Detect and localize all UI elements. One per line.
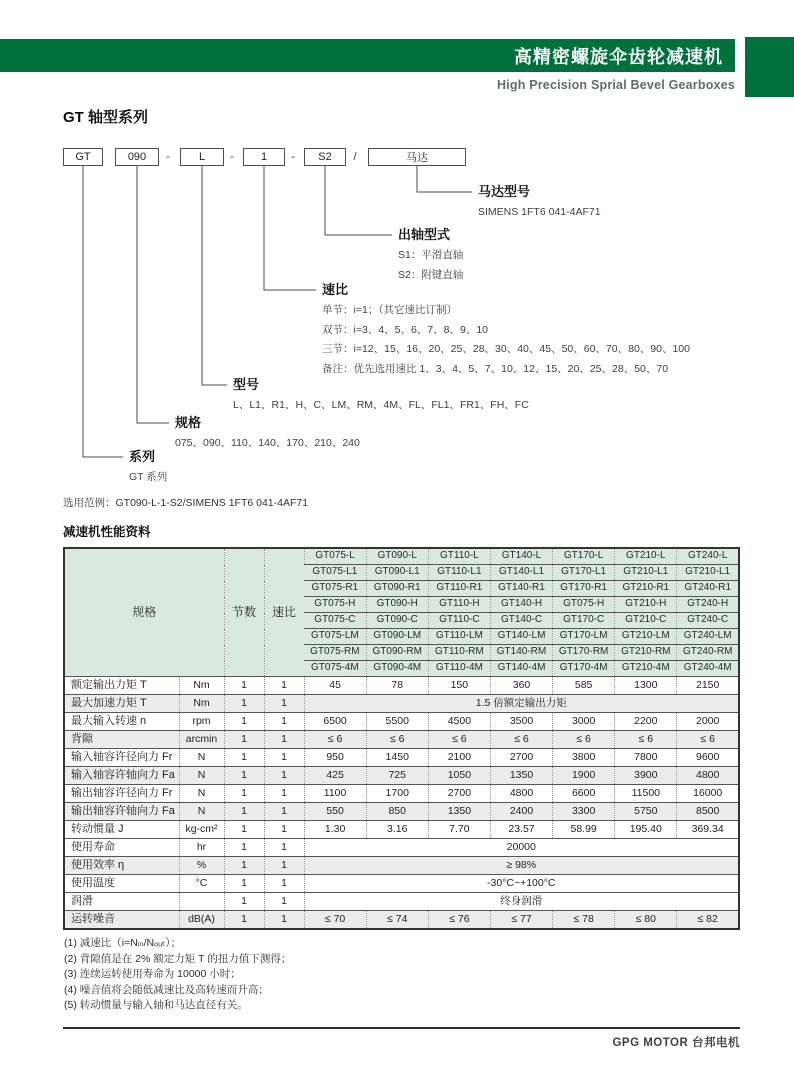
value-cell: 550	[304, 803, 366, 821]
model-header-cell: GT210-L1	[677, 565, 739, 581]
span-value-cell: 终身润滑	[304, 893, 739, 911]
note-line: (2) 背隙值是在 2% 额定力矩 T 的扭力值下测得；	[64, 952, 292, 965]
sections-cell: 1	[224, 677, 264, 695]
unit-cell: °C	[179, 875, 224, 893]
model-header-cell: GT090-4M	[366, 661, 428, 677]
value-cell: ≤ 6	[366, 731, 428, 749]
ratio-cell: 1	[264, 839, 304, 857]
value-cell: 7800	[615, 749, 677, 767]
value-cell: 425	[304, 767, 366, 785]
model-header-cell: GT240-C	[677, 613, 739, 629]
model-header-cell: GT110-R1	[428, 581, 490, 597]
branch-detail-series	[129, 468, 167, 488]
value-cell: 2100	[428, 749, 490, 767]
model-header-cell: GT090-RM	[366, 645, 428, 661]
unit-cell: rpm	[179, 713, 224, 731]
param-label: 使用效率 η	[64, 857, 179, 875]
branch-label-size: 规格	[175, 415, 202, 430]
footer-divider	[63, 1027, 740, 1029]
model-header-cell: GT210-L1	[615, 565, 677, 581]
table-row	[64, 677, 739, 695]
value-cell: 1350	[490, 767, 552, 785]
param-label: 背隙	[64, 731, 179, 749]
param-label: 输出轴容许径向力 Fr	[64, 785, 179, 803]
model-header-cell: GT075-4M	[304, 661, 366, 677]
model-header-cell: GT110-L	[428, 548, 490, 565]
model-header-cell: GT210-H	[615, 597, 677, 613]
model-header-cell: GT140-H	[490, 597, 552, 613]
note-line: (5) 转动惯量与输入轴和马达直径有关。	[64, 999, 248, 1011]
unit-cell: hr	[179, 839, 224, 857]
ratio-cell: 1	[264, 821, 304, 839]
branch-detail-line: S1：平滑直轴	[398, 249, 464, 261]
param-label: 最大输入转速 n	[64, 713, 179, 731]
page-title-cn: 高精密螺旋伞齿轮减速机	[514, 46, 723, 67]
value-cell: 3900	[615, 767, 677, 785]
model-header-cell: GT075-RM	[304, 645, 366, 661]
model-header-cell: GT210-C	[615, 613, 677, 629]
value-cell: 2150	[677, 677, 739, 695]
selection-example: 选用范例：GT090-L-1-S2/SIMENS 1FT6 041-4AF71	[63, 497, 309, 509]
unit-cell: dB(A)	[179, 911, 224, 930]
value-cell: 1450	[366, 749, 428, 767]
branch-label-motor-model: 马达型号	[478, 184, 531, 199]
value-cell: ≤ 6	[677, 731, 739, 749]
code-separator: -	[230, 151, 234, 163]
value-cell: 950	[304, 749, 366, 767]
value-cell: 78	[366, 677, 428, 695]
ratio-cell: 1	[264, 767, 304, 785]
model-header-cell: GT170-L	[553, 548, 615, 565]
model-header-cell: GT210-R1	[615, 581, 677, 597]
branch-detail-line: L、L1、R1、H、C、LM、RM、4M、FL、FL1、FR1、FH、FC	[233, 399, 529, 411]
value-cell: 16000	[677, 785, 739, 803]
model-header-cell: GT170-C	[553, 613, 615, 629]
ratio-cell: 1	[264, 803, 304, 821]
code-separator: /	[353, 151, 357, 163]
branch-detail-speed-ratio	[322, 301, 690, 379]
sections-cell: 1	[224, 875, 264, 893]
performance-table-wrap	[63, 547, 740, 930]
model-header-cell: GT110-C	[428, 613, 490, 629]
value-cell: ≤ 76	[428, 911, 490, 930]
model-header-cell: GT090-R1	[366, 581, 428, 597]
sections-cell: 1	[224, 695, 264, 713]
param-label: 额定输出力矩 T	[64, 677, 179, 695]
ratio-cell: 1	[264, 695, 304, 713]
param-label: 最大加速力矩 T	[64, 695, 179, 713]
model-header-cell: GT075-H	[304, 597, 366, 613]
value-cell: 11500	[615, 785, 677, 803]
table-row	[64, 911, 739, 930]
value-cell: 1100	[304, 785, 366, 803]
branch-detail-model	[233, 396, 529, 416]
param-label: 输入轴容许径向力 Fr	[64, 749, 179, 767]
branch-detail-line: 双节：i=3、4、5、6、7、8、9、10	[322, 323, 489, 336]
value-cell: ≤ 6	[553, 731, 615, 749]
model-header-cell: GT210-L	[615, 548, 677, 565]
ratio-cell: 1	[264, 677, 304, 695]
unit-cell: kg-cm²	[179, 821, 224, 839]
ratio-cell: 1	[264, 911, 304, 930]
value-cell: 6500	[304, 713, 366, 731]
unit-cell: Nm	[179, 695, 224, 713]
model-header-cell: GT110-H	[428, 597, 490, 613]
branch-detail-line: 备注：优先选用速比 1、3、4、5、7、10、12、15、20、25、28、50、70	[322, 362, 669, 375]
model-header-cell: GT075-R1	[304, 581, 366, 597]
branch-detail-line: 075、090、110、140、170、210、240	[175, 437, 360, 449]
code-box-motor: 马达	[368, 148, 466, 166]
value-cell: 3500	[490, 713, 552, 731]
model-header-cell: GT110-L1	[428, 565, 490, 581]
value-cell: 585	[553, 677, 615, 695]
model-header-cell: GT240-H	[677, 597, 739, 613]
value-cell: 8500	[677, 803, 739, 821]
table-row	[64, 749, 739, 767]
model-header-cell: GT240-LM	[677, 629, 739, 645]
header-bar	[0, 39, 735, 72]
model-header-cell: GT210-RM	[615, 645, 677, 661]
unit-cell: N	[179, 767, 224, 785]
corner-ratio: 速比	[264, 548, 304, 677]
section-heading-series: GT 轴型系列	[63, 109, 148, 126]
footer-brand: GPG MOTOR 台邦电机	[612, 1037, 740, 1049]
branch-detail-size	[175, 434, 360, 454]
value-cell: 5500	[366, 713, 428, 731]
param-label: 使用温度	[64, 875, 179, 893]
sections-cell: 1	[224, 857, 264, 875]
value-cell: 2700	[490, 749, 552, 767]
table-row	[64, 803, 739, 821]
model-header-cell: GT075-C	[304, 613, 366, 629]
model-header-cell: GT170-R1	[553, 581, 615, 597]
value-cell: 1700	[366, 785, 428, 803]
value-cell: 3000	[553, 713, 615, 731]
table-row	[64, 821, 739, 839]
model-header-cell: GT110-LM	[428, 629, 490, 645]
branch-label-speed-ratio: 速比	[322, 282, 349, 297]
table-row	[64, 767, 739, 785]
span-value-cell: 1.5 倍额定输出力矩	[304, 695, 739, 713]
table-row	[64, 695, 739, 713]
value-cell: 2200	[615, 713, 677, 731]
value-cell: 45	[304, 677, 366, 695]
model-header-cell: GT140-C	[490, 613, 552, 629]
value-cell: 58.99	[553, 821, 615, 839]
performance-table	[63, 547, 740, 930]
ratio-cell: 1	[264, 875, 304, 893]
value-cell: 9600	[677, 749, 739, 767]
model-header-cell: GT090-C	[366, 613, 428, 629]
table-row	[64, 731, 739, 749]
header-accent-square	[745, 37, 794, 97]
value-cell: 150	[428, 677, 490, 695]
branch-detail-line: 单节：i=1；（其它速比订制）	[322, 304, 458, 316]
branch-detail-line: 三节：i=12、15、16、20、25、28、30、40、45、50、60、70、80、90、100	[322, 343, 690, 355]
value-cell: 2000	[677, 713, 739, 731]
value-cell: ≤ 80	[615, 911, 677, 930]
value-cell: ≤ 70	[304, 911, 366, 930]
param-label: 使用寿命	[64, 839, 179, 857]
sections-cell: 1	[224, 713, 264, 731]
value-cell: ≤ 6	[428, 731, 490, 749]
unit-cell: N	[179, 749, 224, 767]
value-cell: 1300	[615, 677, 677, 695]
sections-cell: 1	[224, 839, 264, 857]
value-cell: ≤ 82	[677, 911, 739, 930]
value-cell: 725	[366, 767, 428, 785]
sections-cell: 1	[224, 821, 264, 839]
unit-cell	[179, 893, 224, 911]
note-line: (4) 噪音值将会随低减速比及高转速而升高；	[64, 983, 269, 996]
value-cell: 1050	[428, 767, 490, 785]
value-cell: 5750	[615, 803, 677, 821]
value-cell: ≤ 74	[366, 911, 428, 930]
note-line: (3) 连续运转使用寿命为 10000 小时；	[64, 968, 241, 980]
table-row	[64, 857, 739, 875]
value-cell: 23.57	[490, 821, 552, 839]
model-header-cell: GT140-LM	[490, 629, 552, 645]
sections-cell: 1	[224, 749, 264, 767]
model-header-cell: GT240-RM	[677, 645, 739, 661]
page-title-en: High Precision Sprial Bevel Gearboxes	[496, 78, 735, 92]
value-cell: 360	[490, 677, 552, 695]
code-separator: -	[166, 151, 170, 163]
param-label: 润滑	[64, 893, 179, 911]
model-header-cell: GT110-4M	[428, 661, 490, 677]
model-header-cell: GT170-RM	[553, 645, 615, 661]
model-header-cell: GT075-H	[553, 597, 615, 613]
table-row	[64, 839, 739, 857]
model-header-cell: GT110-RM	[428, 645, 490, 661]
span-value-cell: -30°C~+100°C	[304, 875, 739, 893]
performance-table-heading: 减速机性能资料	[63, 525, 151, 539]
model-header-cell: GT240-L	[677, 548, 739, 565]
value-cell: 3.16	[366, 821, 428, 839]
model-header-cell: GT140-R1	[490, 581, 552, 597]
param-label: 输入轴容许轴向力 Fa	[64, 767, 179, 785]
value-cell: 1900	[553, 767, 615, 785]
ratio-cell: 1	[264, 785, 304, 803]
model-header-cell: GT090-L	[366, 548, 428, 565]
value-cell: ≤ 6	[304, 731, 366, 749]
span-value-cell: ≥ 98%	[304, 857, 739, 875]
value-cell: 850	[366, 803, 428, 821]
value-cell: ≤ 6	[615, 731, 677, 749]
ratio-cell: 1	[264, 713, 304, 731]
value-cell: 2400	[490, 803, 552, 821]
model-header-cell: GT140-L1	[490, 565, 552, 581]
value-cell: 4800	[490, 785, 552, 803]
span-value-cell: 20000	[304, 839, 739, 857]
sections-cell: 1	[224, 803, 264, 821]
unit-cell: %	[179, 857, 224, 875]
param-label: 转动惯量 J	[64, 821, 179, 839]
param-label: 输出轴容许轴向力 Fa	[64, 803, 179, 821]
table-row	[64, 875, 739, 893]
model-header-cell: GT140-4M	[490, 661, 552, 677]
model-header-cell: GT090-L1	[366, 565, 428, 581]
table-notes	[64, 936, 291, 1014]
model-header-cell: GT090-H	[366, 597, 428, 613]
value-cell: ≤ 78	[553, 911, 615, 930]
value-cell: 4800	[677, 767, 739, 785]
sections-cell: 1	[224, 767, 264, 785]
corner-spec: 规格	[64, 548, 224, 677]
model-header-cell: GT090-LM	[366, 629, 428, 645]
model-header-cell: GT210-LM	[615, 629, 677, 645]
unit-cell: arcmin	[179, 731, 224, 749]
model-header-cell: GT170-L1	[553, 565, 615, 581]
unit-cell: N	[179, 803, 224, 821]
corner-sections: 节数	[224, 548, 264, 677]
code-box-model: L	[180, 148, 224, 166]
branch-label-model: 型号	[233, 377, 260, 392]
model-header-cell: GT075-LM	[304, 629, 366, 645]
branch-detail-line: GT 系列	[129, 471, 168, 483]
value-cell: 3300	[553, 803, 615, 821]
unit-cell: N	[179, 785, 224, 803]
model-header-cell: GT170-LM	[553, 629, 615, 645]
sections-cell: 1	[224, 893, 264, 911]
table-row	[64, 785, 739, 803]
branch-label-shaft-type: 出轴型式	[398, 227, 451, 242]
value-cell: ≤ 77	[490, 911, 552, 930]
value-cell: 369.34	[677, 821, 739, 839]
table-row	[64, 893, 739, 911]
sections-cell: 1	[224, 731, 264, 749]
ratio-cell: 1	[264, 857, 304, 875]
table-row	[64, 713, 739, 731]
ratio-cell: 1	[264, 893, 304, 911]
model-header-cell: GT075-L1	[304, 565, 366, 581]
branch-detail-line: S2：附键直轴	[398, 268, 464, 281]
model-header-cell: GT240-4M	[677, 661, 739, 677]
value-cell: 1350	[428, 803, 490, 821]
ratio-cell: 1	[264, 731, 304, 749]
ratio-cell: 1	[264, 749, 304, 767]
param-label: 运转噪音	[64, 911, 179, 930]
branch-detail-line: SIMENS 1FT6 041-4AF71	[478, 206, 601, 218]
branch-detail-motor-model	[478, 203, 601, 223]
model-header-cell: GT075-L	[304, 548, 366, 565]
model-header-cell: GT140-L	[490, 548, 552, 565]
sections-cell: 1	[224, 785, 264, 803]
code-box-ratio: 1	[243, 148, 285, 166]
branch-detail-shaft-type	[398, 246, 463, 285]
value-cell: 195.40	[615, 821, 677, 839]
code-box-series: GT	[63, 148, 103, 166]
branch-label-series: 系列	[129, 449, 156, 464]
model-header-cell: GT170-4M	[553, 661, 615, 677]
sections-cell: 1	[224, 911, 264, 930]
value-cell: 4500	[428, 713, 490, 731]
value-cell: 7.70	[428, 821, 490, 839]
model-header-cell: GT140-RM	[490, 645, 552, 661]
code-box-shaft-type: S2	[304, 148, 346, 166]
value-cell: 2700	[428, 785, 490, 803]
unit-cell: Nm	[179, 677, 224, 695]
value-cell: 1.30	[304, 821, 366, 839]
value-cell: ≤ 6	[490, 731, 552, 749]
value-cell: 6600	[553, 785, 615, 803]
note-line: (1) 减速比（i=Nᵢₙ/Nₒᵤₜ）；	[64, 937, 181, 949]
model-header-cell: GT210-4M	[615, 661, 677, 677]
model-header-cell: GT240-R1	[677, 581, 739, 597]
code-box-size: 090	[115, 148, 159, 166]
value-cell: 3800	[553, 749, 615, 767]
code-separator: -	[291, 151, 295, 163]
